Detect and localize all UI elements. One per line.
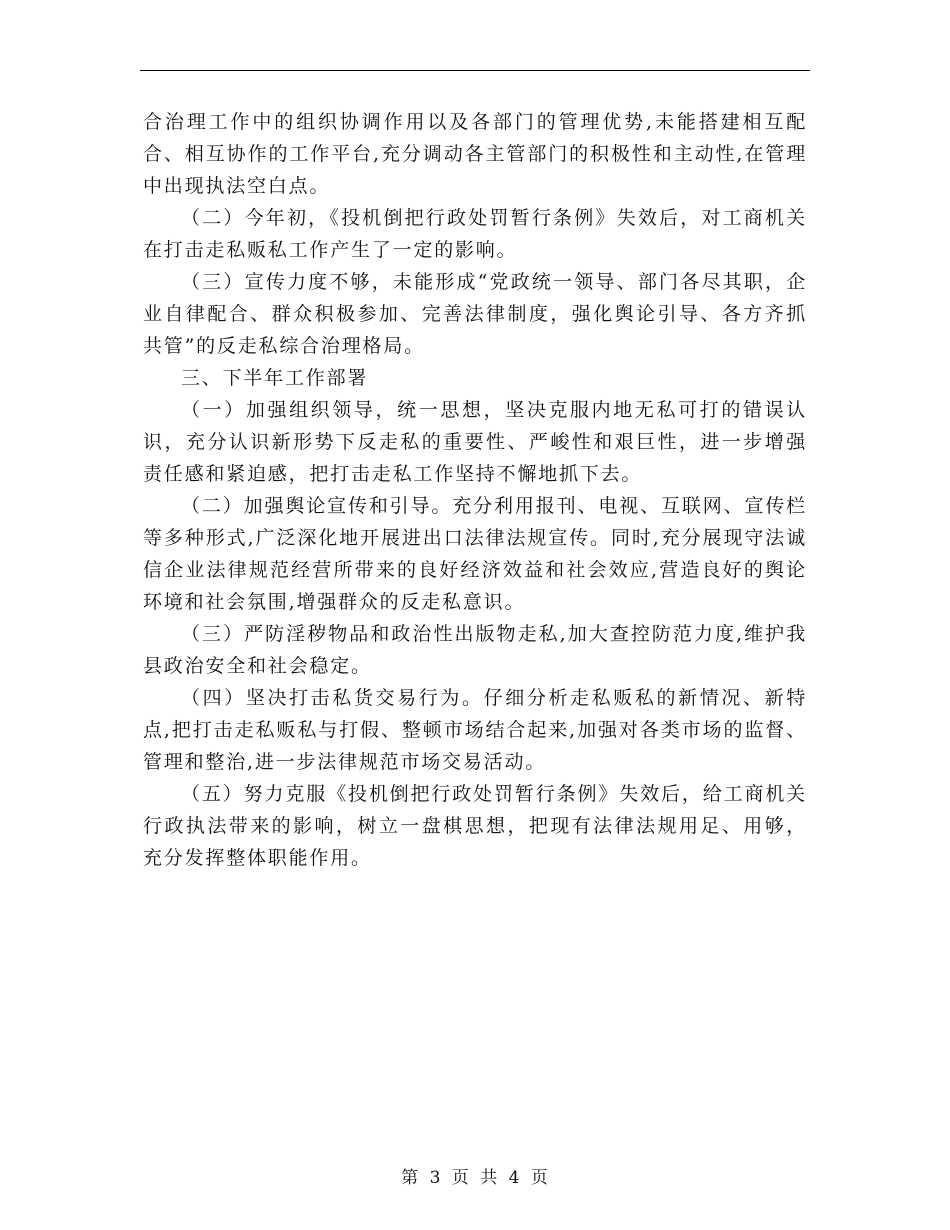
paragraph-continuation: 合治理工作中的组织协调作用以及各部门的管理优势,未能搭建相互配合、相互协作的工作平台,充分调动各主管部门的积极性和主动性,在管理中出现执法空白点。 [143,111,807,197]
paragraph-plan-2: （二）加强舆论宣传和引导。充分利用报刊、电视、互联网、宣传栏等多种形式,广泛深化地开展进出口法律法规宣传。同时,充分展现守法诚信企业法律规范经营所带来的良好经济效益和社会效应,营造良好的舆论环境和社会氛围,增强群众的反走私意识。 [143,495,807,613]
page-number: 第 3 页 共 4 页 [401,1168,549,1188]
paragraph-item-3: （三）宣传力度不够，未能形成“党政统一领导、部门各尽其职，企业自律配合、群众积极参加、完善法律制度，强化舆论引导、各方齐抓共管”的反走私综合治理格局。 [143,271,807,357]
section-heading: 三、下半年工作部署 [181,367,369,389]
header-rule [140,70,810,71]
paragraph-plan-5: （五）努力克服《投机倒把行政处罚暂行条例》失效后，给工商机关行政执法带来的影响，树立一盘棋思想，把现有法律法规用足、用够，充分发挥整体职能作用。 [143,783,807,869]
document-body [143,106,807,874]
paragraph-plan-3: （三）严防淫秽物品和政治性出版物走私,加大查控防范力度,维护我县政治安全和社会稳定。 [143,623,807,677]
paragraph-plan-4: （四）坚决打击私货交易行为。仔细分析走私贩私的新情况、新特点,把打击走私贩私与打假、整顿市场结合起来,加强对各类市场的监督、管理和整治,进一步法律规范市场交易活动。 [143,687,807,773]
paragraph-plan-1: （一）加强组织领导，统一思想，坚决克服内地无私可打的错误认识，充分认识新形势下反走私的重要性、严峻性和艰巨性，进一步增强责任感和紧迫感，把打击走私工作坚持不懈地抓下去。 [143,399,807,485]
paragraph-item-2: （二）今年初，《投机倒把行政处罚暂行条例》失效后，对工商机关在打击走私贩私工作产生了一定的影响。 [143,207,807,261]
